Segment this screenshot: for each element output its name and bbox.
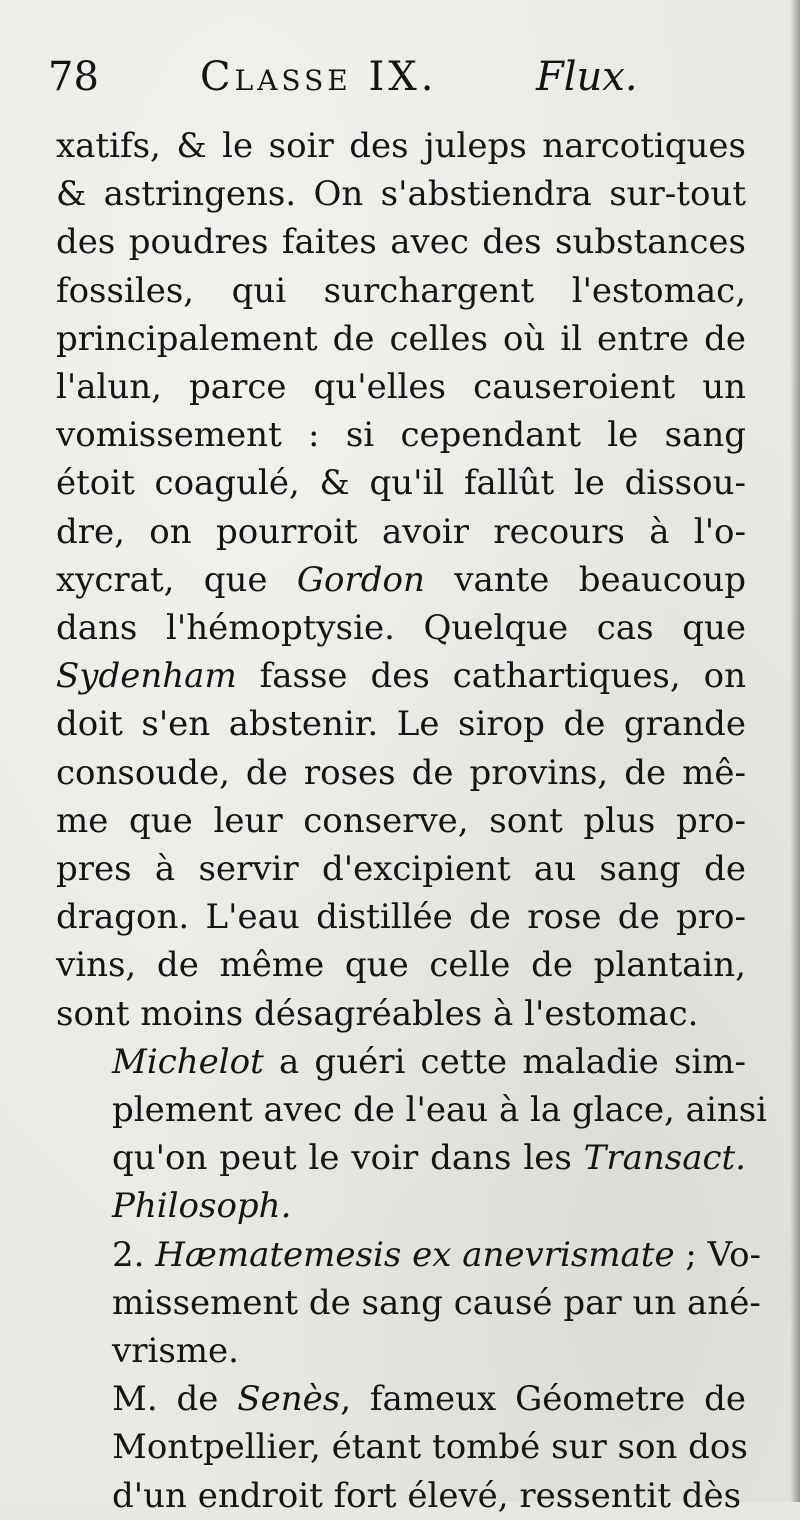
- text-line: xatifs, & le soir des juleps narcotiques: [56, 126, 746, 166]
- text-line: vrisme.: [112, 1331, 239, 1372]
- body-text: [56, 122, 768, 1520]
- text-line: l'alun, parce qu'elles causeroient un: [56, 367, 746, 408]
- page-number: 78: [48, 54, 99, 100]
- text-line: des poudres faites avec des substances: [56, 222, 746, 263]
- paragraph: [56, 1375, 746, 1520]
- text-line: plement avec de l'eau à la glace, ainsi: [112, 1090, 768, 1131]
- text-line: 2. Hæmatemesis ex anevrismate ; Vo-: [112, 1234, 762, 1275]
- text-line: Michelot a guéri cette maladie sim-: [112, 1041, 746, 1082]
- page-edge-shadow: [790, 0, 800, 1502]
- text-line: fossiles, qui surchargent l'estomac,: [56, 270, 746, 311]
- text-line: missement de sang causé par un ané-: [112, 1282, 761, 1323]
- text-line: d'un endroit fort élevé, ressentit dès: [112, 1475, 742, 1516]
- text-line: qu'on peut le voir dans les Transact.: [112, 1138, 746, 1179]
- topic-title: Flux.: [536, 54, 638, 100]
- text-line: dragon. L'eau distillée de rose de pro-: [56, 897, 746, 938]
- text-line: consoude, de roses de provins, de mê-: [56, 752, 746, 793]
- running-header: [48, 52, 748, 102]
- paragraph: [56, 1231, 762, 1376]
- class-title: Classe IX.: [200, 54, 438, 100]
- text-line: & astringens. On s'abstiendra sur-tout: [56, 174, 746, 215]
- text-line: M. de Senès, fameux Géometre de: [112, 1379, 746, 1420]
- text-line: dans l'hémoptysie. Quelque cas que: [56, 608, 746, 649]
- text-line: étoit coagulé, & qu'il fallût le dissou-: [56, 463, 746, 504]
- text-line: doit s'en abstenir. Le sirop de grande: [56, 704, 746, 745]
- text-line: xycrat, que Gordon vante beaucoup: [56, 559, 746, 600]
- text-line: Philosoph.: [112, 1186, 292, 1227]
- text-line: sont moins désagréables à l'estomac.: [56, 993, 699, 1034]
- text-line: dre, on pourroit avoir recours à l'o-: [56, 511, 746, 552]
- text-line: vomissement : si cependant le sang: [56, 415, 746, 456]
- text-line: Montpellier, étant tombé sur son dos: [112, 1427, 748, 1468]
- text-line: me que leur conserve, sont plus pro-: [56, 800, 746, 841]
- paragraph: [56, 122, 746, 1038]
- paragraph: [56, 1038, 768, 1231]
- text-line: Sydenham fasse des cathartiques, on: [56, 656, 746, 697]
- text-line: pres à servir d'excipient au sang de: [56, 849, 746, 890]
- text-line: vins, de même que celle de plantain,: [56, 945, 746, 986]
- text-line: principalement de celles où il entre de: [56, 318, 746, 359]
